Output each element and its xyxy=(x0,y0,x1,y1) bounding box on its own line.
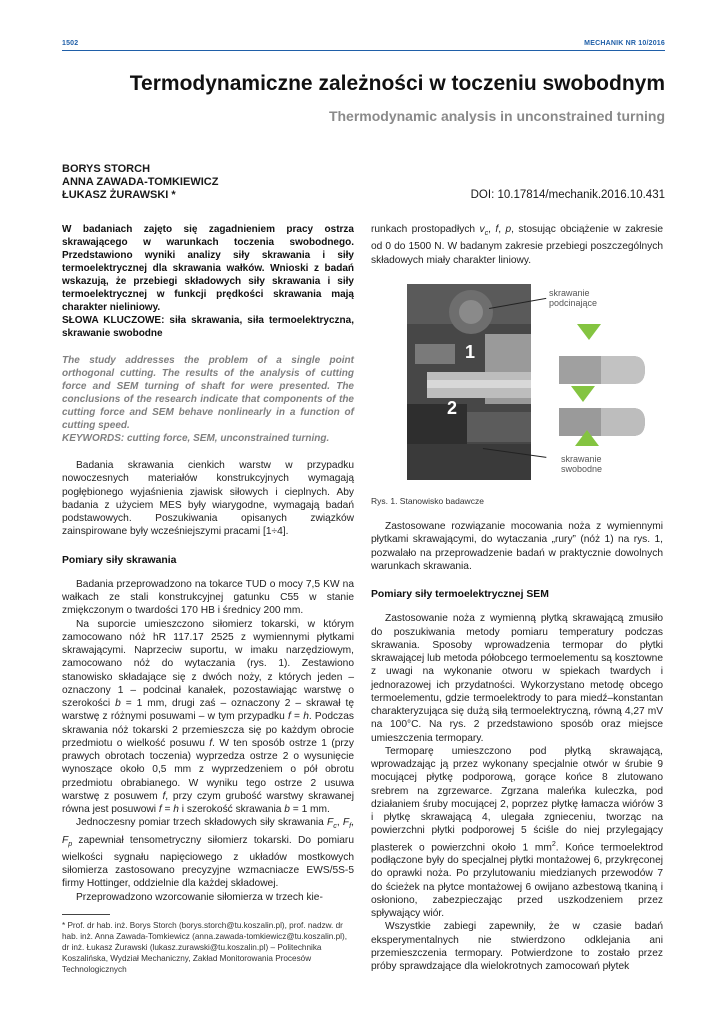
body-paragraph: runkach prostopadłych $v_c$, f, p, stosując obciążenie w zakresie od 0 do 1500 N. W badanym zakresie przebiegi poszczególnych składowych miały charakter liniowy. xyxy=(371,224,664,266)
header-rule xyxy=(62,50,665,51)
body-paragraph: Zastosowanie noża z wymienną płytką skrawającą zmusiło do poszukiwania metody pomiaru temperatury podczas skrawania. Sposoby wprowadzenia termopar do płytki skrawającej lub metoda półobcego termoelementu są kosztowne z uwagi na wykonanie otworu w spiekach twardych i jednorazowej ich przydatności. Wykorzystano metodę obcego termoelementu, gdzie termoelektrody to para miedź–konstantan charakteryzująca się dużą siłą termoelektryczną, równą 4,27 mV na 100°C. Na rys. 2 przedstawiono sposób oraz miejsce umieszczenia termopary. xyxy=(371,613,663,744)
body-paragraph: Termoparę umieszczono pod płytką skrawającą, wprowadzając ją przez wykonany specjalnie otwór w śrubie 9 mocującej płytkę podporową, gorące końce 8 zlutowano srebrem na zgrzewarce. Zgrzana maleńka kuleczka, pod działaniem śruby mocującej 2, poprzez płytkę łamacza wiórów 3 i płytkę skrawającą 4, ulegała zgnieceniu, tworząc na powierzchni płytki podporowej 5 ściśle do niej przylegający plasterek o powierzchni około 1 $mm^2$. Końce termoelektrod podłączone były do specjalnej płytki montażowej 6, przykręconej do oprawki noża. Po przylutowaniu miedzianych przewodów 7 do ścieżek na płytce montażowej 6 owijano azbestową tkaniną i osłoniono, zabezpieczając przed uszkodzeniem przez spływający wiór. xyxy=(371,745,663,920)
body-paragraph: Wszystkie zabiegi zapewniły, że w czasie badań eksperymentalnych nie stwierdzono odklejania ani przemieszczenia termopary. Potwierdzone to zostało przez próby sprawdzające dla wielokrotnych zamocowań płytek xyxy=(371,921,663,973)
section-heading-cutting-force: Pomiary siły skrawania xyxy=(62,554,177,566)
author-name: ANNA ZAWADA-TOMKIEWICZ xyxy=(62,176,219,189)
marker-1: 1 xyxy=(465,341,476,362)
right-column xyxy=(371,223,663,973)
left-column xyxy=(62,223,354,975)
lathe-photo-illustration xyxy=(407,284,531,480)
footnote: * Prof. dr hab. inż. Borys Storch (borys.storch@tu.koszalin.pl), prof. nadzw. dr hab. inż. Anna Zawada-Tomkiewicz (anna.zawada-tomkiewicz@tu.koszalin.pl), dr inż. Łukasz Żurawski (lukasz.zurawski@tu.koszalin.pl) – Politechnika Koszalińska, Wydział Mechaniczny, Zakład Monitorowania Procesów Technologicznych xyxy=(62,920,347,974)
label-undercut-cutting: skrawanie podcinające xyxy=(549,287,598,309)
insert-top-shape xyxy=(577,324,601,340)
label-free-cutting: skrawanie swobodne xyxy=(561,453,603,475)
body-paragraph: Badania przeprowadzono na tokarce TUD o mocy 7,5 KW na wałkach ze stali konstrukcyjnej gatunku C55 w stanie zmiękczonym o twardości 170 HB i średnicy 200 mm. xyxy=(62,578,354,617)
doi: DOI: 10.17814/mechanik.2016.10.431 xyxy=(470,189,665,201)
author-list xyxy=(62,163,218,203)
journal-header: MECHANIK NR 10/2016 xyxy=(584,40,665,47)
marker-2: 2 xyxy=(447,397,458,418)
author-name: BORYS STORCH xyxy=(62,163,151,175)
figure-caption: Rys. 1. Stanowisko badawcze xyxy=(371,495,484,506)
intro-paragraph: Badania skrawania cienkich warstw w przypadku nowoczesnych materiałów konstrukcyjnych wymagają pogłębionego wyjaśnienia zjawisk siłowych i cieplnych. Aby badania z użyciem MES były wiarygodne, wymagają badań podstawowych. Poszukiwania opisanych związków zainspirowane były wcześniejszymi pracami [1÷4]. xyxy=(62,460,354,538)
body-paragraph: Jednoczesny pomiar trzech składowych siły skrawania $F_c$, $F_f$, $F_p$ zapewniał tensometryczny siłomierz tokarski. Do pomiaru wielkości sygnału napięciowego z układów mostkowych siłomierza zastosowano precyzyjne wzmacniacze EWS/5S-5 firmy Hottinger, oddzielnie dla każdej składowej. xyxy=(62,817,354,890)
figure-test-stand xyxy=(371,276,663,491)
body-paragraph: Zastosowane rozwiązanie mocowania noża z wymiennymi płytkami skrawającymi, do wytaczania „rury” (nóż 1) na rys. 1, pozwalało na przeprowadzenie badań w praktycznie dowolnych warunkach skrawania. xyxy=(371,521,663,572)
keywords-pl: SŁOWA KLUCZOWE: siła skrawania, siła termoelektryczna, skrawanie swobodne xyxy=(62,315,354,339)
test-stand-photo xyxy=(407,284,531,480)
page-number: 1502 xyxy=(62,40,79,47)
body-paragraph: Na suporcie umieszczono siłomierz tokarski, w którym zamocowano nóż hR 117.17 2525 z wymiennymi płytkami skrawającymi. Naprzeciw suportu, w imaku narzędziowym, zamocowano nóż do wytaczania (rys. 1). Zestawiono stanowisko składające się z dwóch noży, z których jeden – oznaczony 1 – podcinał kanałek, pozostawiając warstwę o szerokości b = 1 mm, drugi zaś – oznaczony 2 – skrawał tę warstwę z różnymi posuwami – w tym przypadku f = h. Podczas skrawania nóż tokarski 2 przemieszcza się po każdym obrocie przedmiotu o wielkość posuwu f. W ten sposób ostrze 1 (przy prawych obrotach toczenia) wyprzedza ostrze 2 o wysunięcie wynoszące około 0,5 mm z wyprzedzeniem o pół obrotu przedmiotu obrabianego. W wyniku tego ostrze 2 usuwa warstwę z posuwem f, przy czym grubość warstwy skrawanej równa jest posuwowi f = h i szerokość skrawania b = 1 mm. xyxy=(62,618,355,815)
article-title: Termodynamiczne zależności w toczeniu swobodnym xyxy=(129,72,665,95)
section-heading-sem: Pomiary siły termoelektrycznej SEM xyxy=(371,589,549,601)
cutting-inserts-diagram xyxy=(541,316,651,466)
footnote-rule xyxy=(62,914,110,915)
article-subtitle: Thermodynamic analysis in unconstrained turning xyxy=(328,108,665,124)
abstract-pl: W badaniach zajęto się zagadnieniem pracy ostrza skrawającego w warunkach toczenia swobodnego. Przedstawiono wyniki analizy siły skrawania i siły termoelektrycznej dla skrawania wałków. Wnioski z badań wskazują, że przebiegi składowych siły skrawania i siły termoelektrycznej w funkcji prędkości skrawania mają charakter nieliniowy. xyxy=(62,224,354,313)
keywords-en: KEYWORDS: cutting force, SEM, unconstrained turning. xyxy=(62,433,330,444)
body-paragraph: Przeprowadzono wzorcowanie siłomierza w trzech kie- xyxy=(76,891,323,903)
author-name: ŁUKASZ ŻURAWSKI * xyxy=(62,189,176,202)
abstract-en: The study addresses the problem of a single point orthogonal cutting. The results of the analysis of cutting force and SEM turning of shaft for were presented. The conclusions of the research indicate that components of the cutting force and SEM behave nonlinearly in a function of cutting speed. xyxy=(62,355,354,431)
